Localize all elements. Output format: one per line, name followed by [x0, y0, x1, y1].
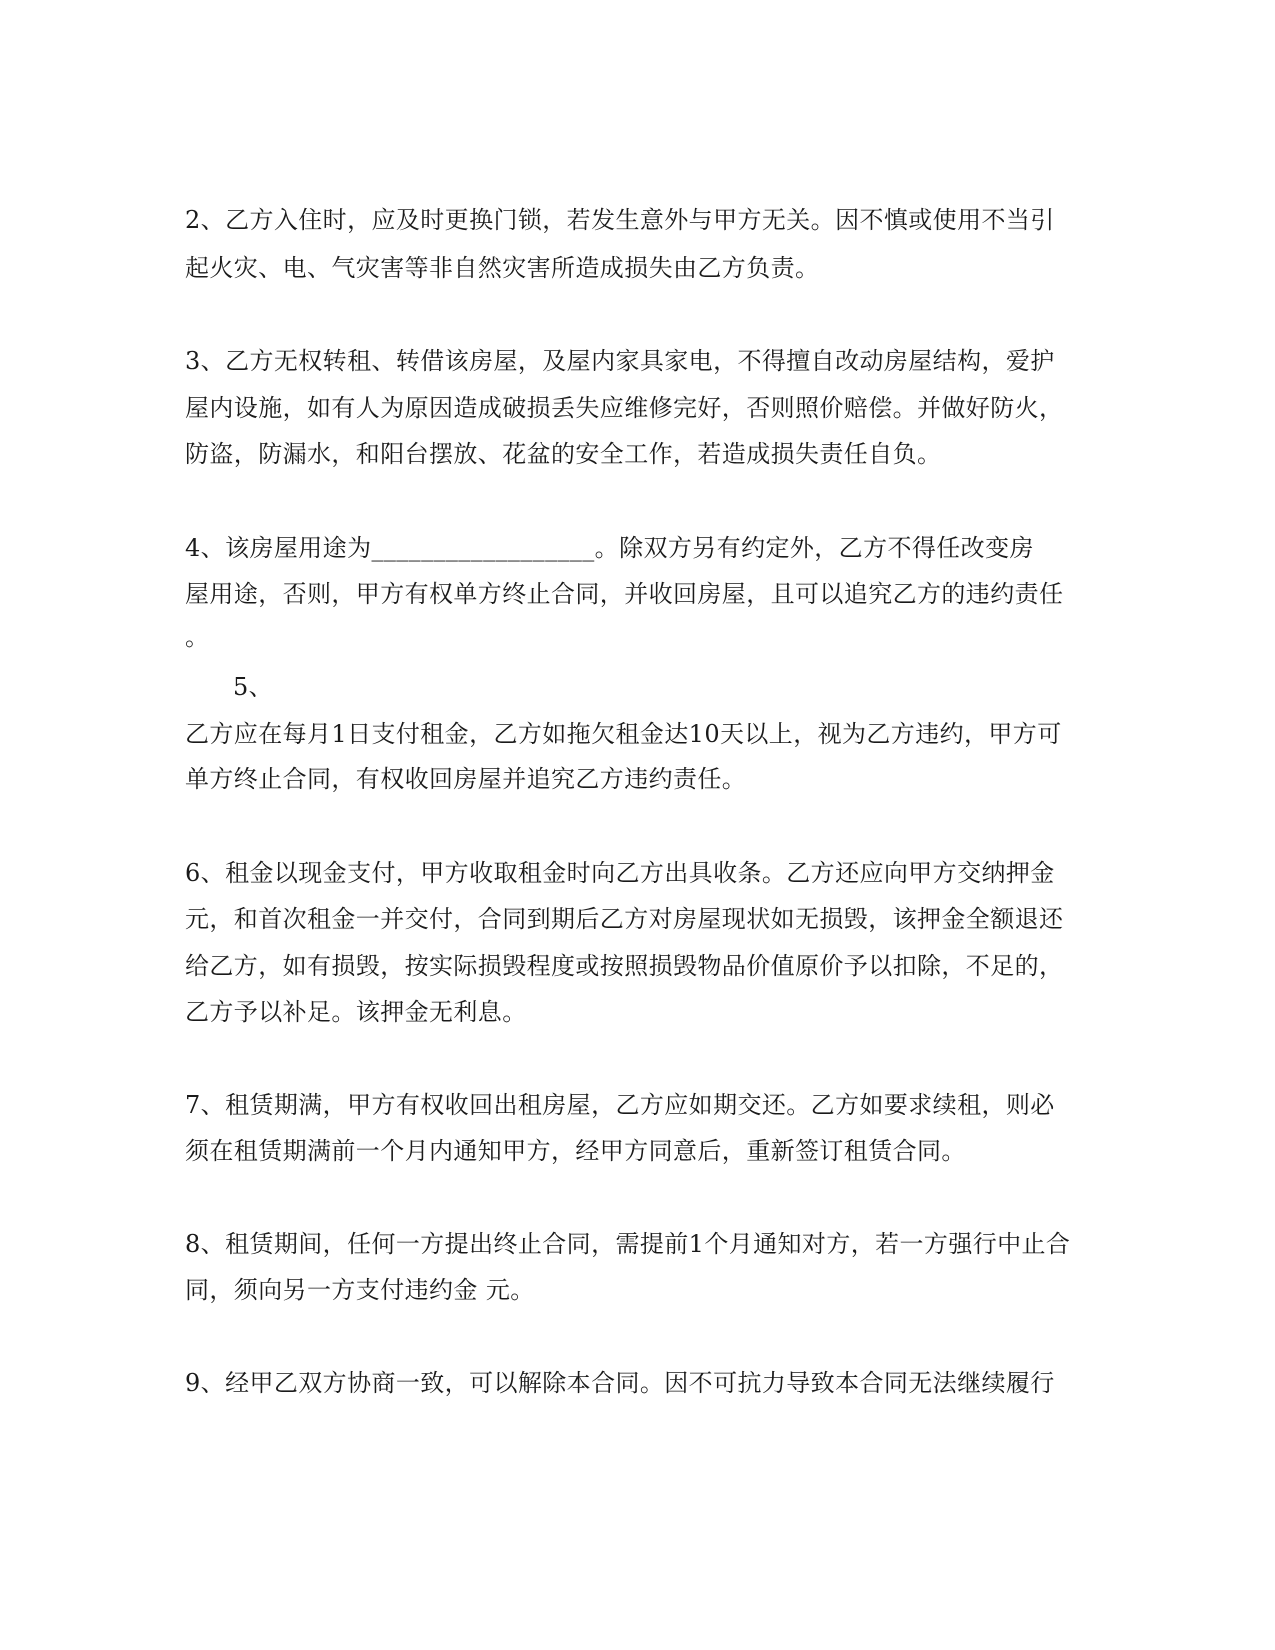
- clause-6-line-4: 乙方予以补足。该押金无利息。: [185, 998, 527, 1026]
- clause-7-line-1: 7、租赁期满，甲方有权收回出租房屋，乙方应如期交还。乙方如要求续租，则必: [185, 1091, 1055, 1119]
- clause-2-line-1: 2、乙方入住时，应及时更换门锁，若发生意外与甲方无关。因不慎或使用不当引: [185, 206, 1055, 234]
- clause-7-line-2: 须在租赁期满前一个月内通知甲方，经甲方同意后，重新签订租赁合同。: [185, 1137, 966, 1165]
- clause-5-line-2: 单方终止合同，有权收回房屋并追究乙方违约责任。: [185, 765, 747, 793]
- clause-8-line-2: 同，须向另一方支付违约金 元。: [185, 1276, 535, 1304]
- clause-5-line-1: 乙方应在每月1日支付租金，乙方如拖欠租金达10天以上，视为乙方违约，甲方可: [185, 720, 1062, 748]
- clause-3-line-3: 防盗，防漏水，和阳台摆放、花盆的安全工作，若造成损失责任自负。: [185, 440, 942, 468]
- clause-8-line-1: 8、租赁期间，任何一方提出终止合同，需提前1个月通知对方，若一方强行中止合: [185, 1230, 1071, 1258]
- clause-3-line-2: 屋内设施，如有人为原因造成破损丢失应维修完好，否则照价赔偿。并做好防火，: [185, 394, 1064, 422]
- clause-4-line-3: 。: [185, 623, 210, 651]
- clause-4-line-2: 屋用途，否则，甲方有权单方终止合同，并收回房屋，且可以追究乙方的违约责任: [185, 580, 1064, 608]
- clause-9-line-1: 9、经甲乙双方协商一致，可以解除本合同。因不可抗力导致本合同无法继续履行: [185, 1369, 1055, 1397]
- clause-2-line-2: 起火灾、电、气灾害等非自然灾害所造成损失由乙方负责。: [185, 254, 820, 282]
- clause-5-number: 5、: [233, 673, 274, 701]
- clause-6-line-2: 元，和首次租金一并交付，合同到期后乙方对房屋现状如无损毁，该押金全额退还: [185, 905, 1064, 933]
- clause-6-line-1: 6、租金以现金支付，甲方收取租金时向乙方出具收条。乙方还应向甲方交纳押金: [185, 859, 1055, 887]
- clause-6-line-3: 给乙方，如有损毁，按实际损毁程度或按照损毁物品价值原价予以扣除，不足的，: [185, 952, 1064, 980]
- clause-4-line-1: 4、该房屋用途为__________________。除双方另有约定外，乙方不得任改变房: [185, 534, 1034, 562]
- clause-3-line-1: 3、乙方无权转租、转借该房屋，及屋内家具家电，不得擅自改动房屋结构，爱护: [185, 347, 1055, 375]
